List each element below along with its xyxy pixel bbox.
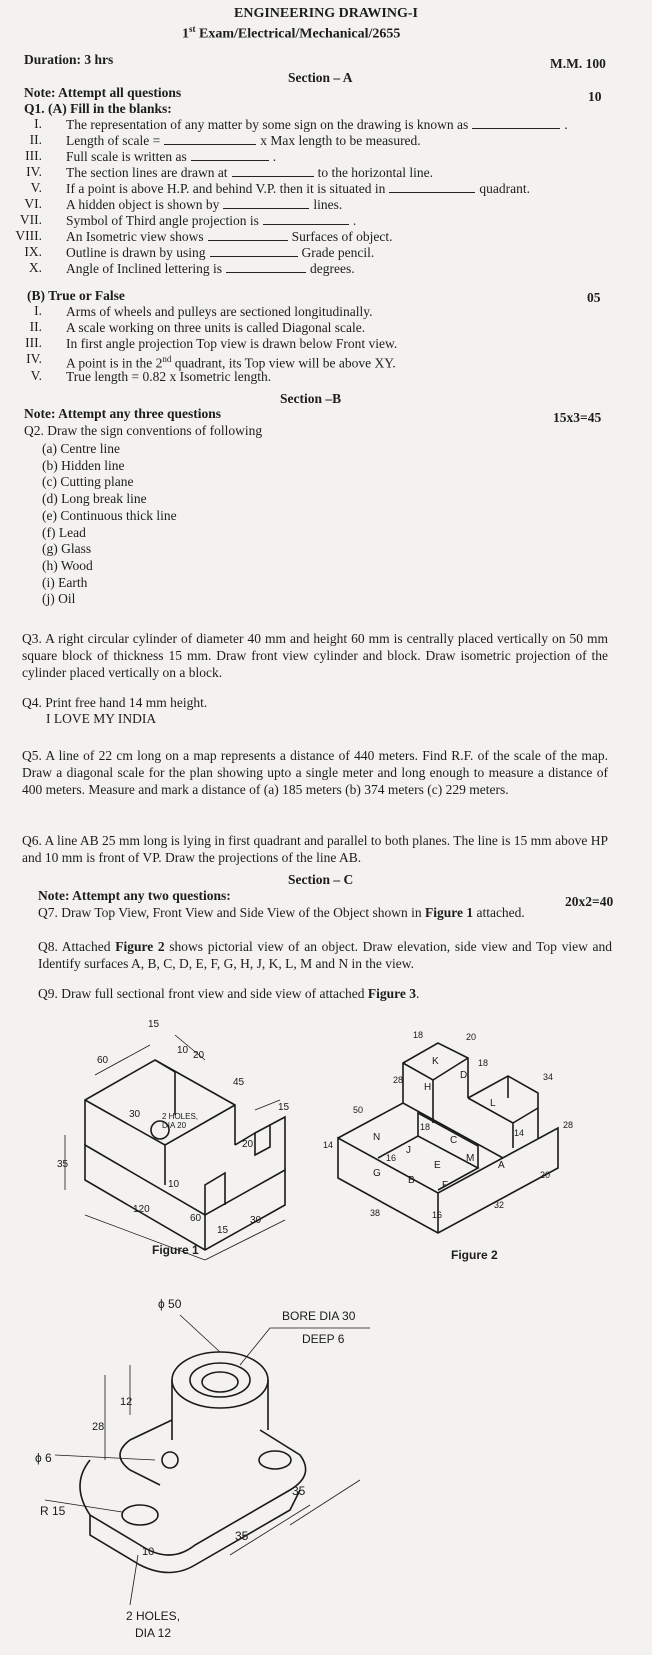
fig3-dia-6: ϕ 6 <box>35 1451 52 1465</box>
fill-blank-tail: . <box>272 149 277 164</box>
q6-text: Q6. A line AB 25 mm long is lying in first quadrant and parallel to both planes. The line is 15 mm above HP and 10 mm is front of VP. Draw the projections of the line AB. <box>22 833 608 865</box>
section-b-note: Note: Attempt any three questions <box>24 406 221 421</box>
fill-blank-text: Angle of Inclined lettering is <box>66 261 222 276</box>
fill-blank-tail: degrees. <box>309 261 355 276</box>
fig1-dim-10: 10 <box>177 1045 189 1056</box>
section-a-note: Note: Attempt all questions <box>24 85 182 100</box>
answer-blank <box>232 176 314 177</box>
fig2-dim-18-right: 18 <box>478 1058 489 1068</box>
fig3-dim-28: 28 <box>92 1421 105 1433</box>
fill-blank-tail: . <box>564 117 568 132</box>
fig1-dim-20-slot: 20 <box>242 1139 254 1150</box>
q9-pre: Q9. Draw full sectional front view and side view of attached <box>38 986 368 1001</box>
fig3-bore-deep: DEEP 6 <box>302 1332 345 1346</box>
fig2-dim-32: 32 <box>494 1200 505 1210</box>
section-c-heading: Section – C <box>288 872 354 887</box>
fig1-dim-15-top: 15 <box>148 1019 160 1030</box>
answer-blank <box>389 192 475 193</box>
answer-blank <box>472 128 560 129</box>
fill-blank-number: I. <box>34 116 42 131</box>
fig1-dim-20-top: 20 <box>193 1050 205 1061</box>
fig2-face-m: M <box>466 1153 475 1164</box>
fig3-dim-35-bottom: 35 <box>235 1529 249 1543</box>
figure-3-object <box>80 1352 306 1573</box>
fig1-dim-120: 120 <box>133 1204 150 1215</box>
fig2-face-b: B <box>408 1175 415 1186</box>
answer-blank <box>208 240 288 241</box>
fill-blank-text: An Isometric view shows <box>66 229 204 244</box>
true-false-title: (B) True or False <box>27 288 125 303</box>
true-false-number: I. <box>34 303 42 318</box>
q2-list-item: (i) Earth <box>42 574 88 590</box>
figure-2-caption: Figure 2 <box>451 1248 498 1262</box>
fill-blank-tail: quadrant. <box>479 181 530 196</box>
max-marks: M.M. 100 <box>550 56 606 71</box>
exam-sup: st <box>189 24 196 34</box>
fig2-dim-18-top: 18 <box>413 1030 424 1040</box>
fig2-face-e: E <box>434 1160 441 1171</box>
fill-blank-number: III. <box>25 148 42 163</box>
section-c-marks: 20x2=40 <box>565 894 614 909</box>
fill-blank-text: A hidden object is shown by <box>66 197 220 212</box>
q2-list-item: (c) Cutting plane <box>42 474 134 490</box>
true-false-item: In first angle projection Top view is drawn below Front view. <box>66 336 398 351</box>
fig3-bore-dia: BORE DIA 30 <box>282 1309 356 1323</box>
q8-figure-ref: Figure 2 <box>115 939 165 954</box>
answer-blank <box>164 144 256 145</box>
q2-list-item: (f) Lead <box>42 524 86 540</box>
section-b-marks: 15x3=45 <box>553 410 602 425</box>
true-false-number: V. <box>30 368 42 383</box>
fill-blank-tail: lines. <box>313 197 343 212</box>
fill-blank-text: Outline is drawn by using <box>66 245 206 260</box>
fill-blank-item <box>66 148 276 165</box>
fig2-face-n: N <box>373 1132 381 1143</box>
section-c-note: Note: Attempt any two questions: <box>38 888 231 903</box>
fig1-dim-15-right: 15 <box>278 1102 290 1113</box>
q2-text: Q2. Draw the sign conventions of following <box>24 423 263 438</box>
fig1-dim-10-step: 10 <box>168 1179 180 1190</box>
fig2-dim-18-mid: 18 <box>420 1122 431 1132</box>
fig2-face-c: C <box>450 1135 458 1146</box>
fill-blank-tail: x Max length to be measured. <box>260 133 421 148</box>
fill-blank-item <box>66 116 568 133</box>
fill-blank-number: IV. <box>26 164 42 179</box>
q2-list-item: (b) Hidden line <box>42 457 125 473</box>
fig1-dim-60-left: 60 <box>97 1055 109 1066</box>
q2-list-item: (j) Oil <box>42 591 76 607</box>
fig2-face-l: L <box>490 1098 496 1109</box>
fill-blank-item <box>66 180 530 197</box>
fill-blank-text: Length of scale = <box>66 133 161 148</box>
fill-blank-number: V. <box>30 180 42 195</box>
q5-text: Q5. A line of 22 cm long on a map represents a distance of 440 meters. Find R.F. of the scale of the map. Draw a diagonal scale for the plan showing upto a single meter and long enough to measure a distance of 400 meters. Measure and mark a distance of (a) 185 meters (b) 374 meters (c) 229 meters. <box>22 748 608 797</box>
q7-text <box>38 904 525 921</box>
true-false-number: IV. <box>26 351 42 366</box>
q8-pre: Q8. Attached <box>38 939 116 954</box>
fig2-face-d: D <box>460 1070 468 1081</box>
fill-blank-text: Symbol of Third angle projection is <box>66 213 259 228</box>
figure-3-dim-lines <box>45 1315 370 1605</box>
exam-prefix: 1 <box>182 26 189 42</box>
fig2-face-h: H <box>424 1082 432 1093</box>
fill-blank-number: X. <box>28 260 42 275</box>
fill-blank-tail: Grade pencil. <box>301 245 375 260</box>
q2-list-item: (d) Long break line <box>42 491 147 507</box>
fig2-dim-50: 50 <box>353 1105 364 1115</box>
fig3-dia-50: ϕ 50 <box>158 1297 182 1311</box>
fig2-face-g: G <box>373 1168 381 1179</box>
fig3-dim-12: 12 <box>120 1396 133 1408</box>
figure-2-drawing <box>318 1018 588 1258</box>
fill-blank-item <box>66 132 421 149</box>
fill-blank-number: VIII. <box>15 228 42 243</box>
true-false-number: III. <box>25 335 42 350</box>
fig2-face-j: J <box>406 1145 411 1156</box>
true-false-item: A scale working on three units is called Diagonal scale. <box>66 320 366 335</box>
fig2-face-a: A <box>498 1160 505 1171</box>
fig2-dim-20-top: 20 <box>466 1032 477 1042</box>
true-false-marks: 05 <box>587 290 601 305</box>
fill-blank-text: If a point is above H.P. and behind V.P. then it is situated in <box>66 181 386 196</box>
fill-blank-number: VI. <box>24 196 42 211</box>
true-false-item: Arms of wheels and pulleys are sectioned longitudinally. <box>66 304 373 319</box>
fig3-holes: 2 HOLES, <box>126 1609 181 1623</box>
fig2-dim-20-right: 20 <box>540 1170 551 1180</box>
figure-1-labels <box>57 1019 290 1236</box>
fig2-face-k: K <box>432 1056 439 1067</box>
answer-blank <box>223 208 309 209</box>
paper-title: ENGINEERING DRAWING-I <box>234 6 418 21</box>
fig1-hole-dia: DIA 20 <box>162 1121 187 1130</box>
fig1-dim-60-bottom: 60 <box>190 1213 202 1224</box>
fig1-holes: 2 HOLES, <box>162 1112 199 1121</box>
answer-blank <box>226 272 306 273</box>
q1-title: Q1. (A) Fill in the blanks: <box>24 101 172 116</box>
fig2-dim-16-bottom: 16 <box>432 1210 443 1220</box>
q2-list-item: (g) Glass <box>42 541 92 557</box>
fill-blank-text: The representation of any matter by some sign on the drawing is known as <box>66 117 469 132</box>
fill-blank-item <box>66 228 392 245</box>
fill-blank-text: Full scale is written as <box>66 149 187 164</box>
true-false-sup: nd <box>162 354 172 364</box>
fig3-dim-10: 10 <box>142 1546 155 1558</box>
fig3-dim-35-right: 35 <box>292 1484 306 1498</box>
q2-list-item: (e) Continuous thick line <box>42 507 177 523</box>
fill-blank-number: VII. <box>19 212 42 227</box>
fill-blank-number: II. <box>29 132 42 147</box>
fig2-dim-14-right: 14 <box>514 1128 525 1138</box>
exam-rest: Exam/Electrical/Mechanical/2655 <box>195 26 401 42</box>
q2-list-item: (a) Centre line <box>42 441 120 456</box>
q7-figure-ref: Figure 1 <box>424 905 474 920</box>
fig1-dim-30: 30 <box>129 1109 141 1120</box>
true-false-post: quadrant, its Top view will be above XY. <box>171 355 396 371</box>
answer-blank <box>191 160 269 161</box>
figure-3-drawing <box>30 1290 450 1650</box>
q9-post: . <box>416 986 420 1001</box>
fig2-dim-16-mid: 16 <box>386 1153 397 1163</box>
true-false-pre: A point is in the 2 <box>66 355 163 371</box>
q4-phrase: I LOVE MY INDIA <box>46 711 157 726</box>
q7-pre: Q7. Draw Top View, Front View and Side View of the Object shown in <box>38 905 425 920</box>
q4-text: Q4. Print free hand 14 mm height. <box>22 695 208 710</box>
fig2-face-f: F <box>442 1180 449 1191</box>
q2-list-item: (h) Wood <box>42 557 93 573</box>
q9-figure-ref: Figure 3 <box>367 986 417 1001</box>
answer-blank <box>210 256 298 257</box>
q8-post: shows pictorial view of an object. Draw elevation, side view and Top view and Identify surfaces A, B, C, D, E, F, G, H, J, K, L, M and N in the view. <box>38 939 612 971</box>
true-false-item: True length = 0.82 x Isometric length. <box>66 369 272 384</box>
fill-blank-item <box>66 244 374 261</box>
figure-1-caption: Figure 1 <box>152 1243 199 1257</box>
q7-post: attached. <box>473 905 525 920</box>
fill-blank-number: IX. <box>24 244 42 259</box>
fig3-radius-15: R 15 <box>40 1504 66 1518</box>
fig3-hole-dia: DIA 12 <box>135 1626 172 1640</box>
fig2-dim-34: 34 <box>543 1072 554 1082</box>
figure-1-drawing <box>55 1015 315 1265</box>
fig1-dim-45: 45 <box>233 1077 245 1088</box>
fill-blank-tail: . <box>352 213 357 228</box>
answer-blank <box>263 224 349 225</box>
duration: Duration: 3 hrs <box>24 52 114 67</box>
q3-text: Q3. A right circular cylinder of diameter 40 mm and height 60 mm is centrally placed vertically on 50 mm square block of thickness 15 mm. Draw front view cylinder and block. Draw isometric projection of the cylinder placed vertically on a block. <box>22 631 608 680</box>
section-b-heading: Section –B <box>280 391 342 406</box>
exam-line <box>182 24 400 43</box>
fig2-dim-28-right: 28 <box>563 1120 574 1130</box>
fig1-dim-35: 35 <box>57 1159 69 1170</box>
fill-blank-item <box>66 212 356 229</box>
q9-text <box>38 985 419 1002</box>
figure-3-labels <box>35 1297 356 1640</box>
fig1-dim-15-bottom: 15 <box>217 1225 229 1236</box>
fig1-dim-30-bottom: 30 <box>250 1215 262 1226</box>
fill-blank-tail: Surfaces of object. <box>291 229 393 244</box>
fig2-dim-28-left: 28 <box>393 1075 404 1085</box>
fill-blank-item <box>66 196 342 213</box>
fig2-dim-38: 38 <box>370 1208 381 1218</box>
fill-blank-text: The section lines are drawn at <box>66 165 228 180</box>
true-false-number: II. <box>29 319 42 334</box>
fill-blank-tail: to the horizontal line. <box>317 165 434 180</box>
fill-blank-item <box>66 164 433 181</box>
section-a-heading: Section – A <box>288 70 353 85</box>
fig2-dim-14-left: 14 <box>323 1140 334 1150</box>
figure-2-object <box>338 1043 558 1233</box>
section-a-marks: 10 <box>588 89 602 104</box>
q8-text <box>38 938 612 972</box>
fill-blank-item <box>66 260 355 277</box>
